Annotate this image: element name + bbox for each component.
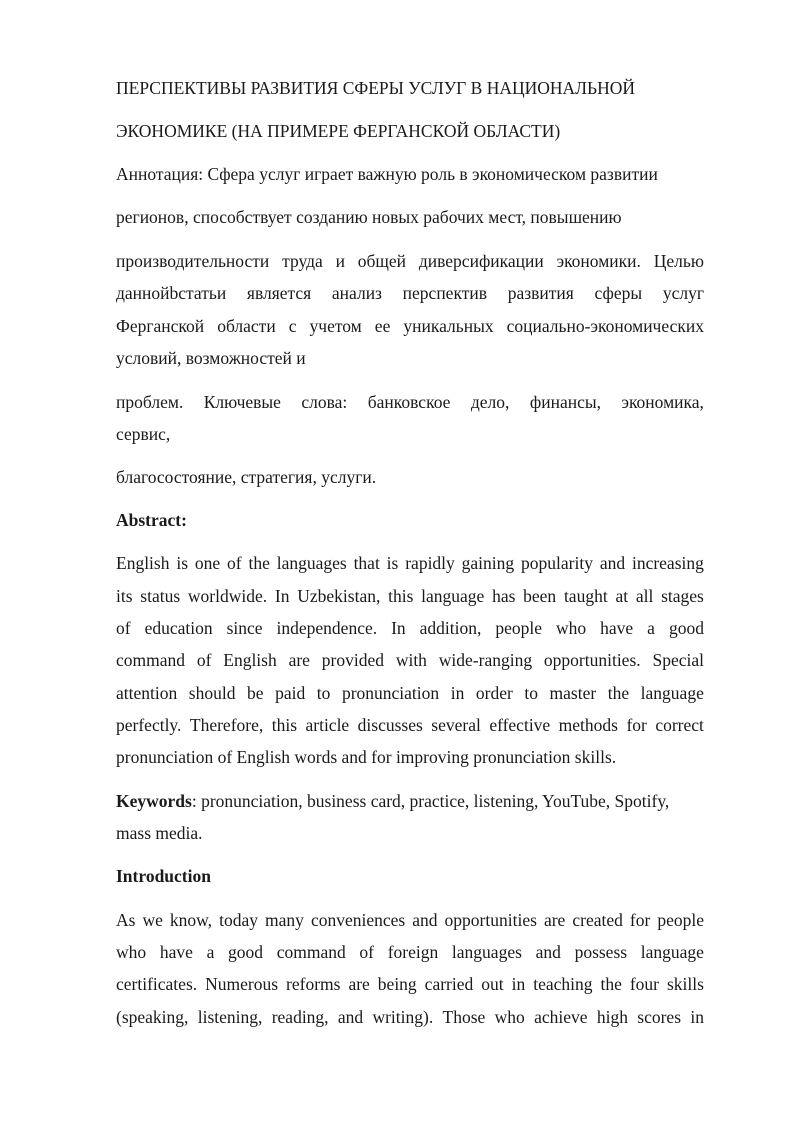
word: taught <box>563 586 608 606</box>
word: производительности <box>116 251 270 271</box>
word: слова: <box>301 392 348 412</box>
introduction-heading: Introduction <box>116 866 211 886</box>
word: области <box>217 316 276 336</box>
word: a <box>647 618 655 638</box>
word: Ключевые <box>203 392 281 412</box>
abstract-line-3 <box>116 620 704 638</box>
word: know, <box>169 910 213 930</box>
word: проблем. <box>116 392 184 412</box>
word: created <box>572 910 623 930</box>
word: have <box>600 618 634 638</box>
word: for <box>629 910 651 930</box>
word: who <box>494 1007 525 1027</box>
word: be <box>247 683 264 703</box>
word: финансы, <box>529 392 601 412</box>
word: are <box>543 910 566 930</box>
word: popularity <box>521 553 593 573</box>
word: opportunities. <box>543 650 641 670</box>
word: carried <box>424 974 474 994</box>
word: languages <box>451 942 522 962</box>
word: status <box>140 586 181 606</box>
word: the <box>600 974 622 994</box>
word: today <box>219 910 258 930</box>
word: language <box>640 942 704 962</box>
word: who <box>116 942 147 962</box>
word: teaching <box>533 974 593 994</box>
introduction-line-2 <box>116 944 704 962</box>
word: command <box>276 942 346 962</box>
word: language <box>640 683 704 703</box>
word: общей <box>357 251 407 271</box>
word: wide-ranging <box>438 650 533 670</box>
word: its <box>116 586 133 606</box>
word: pronunciation <box>341 683 440 703</box>
annotation-line-5 <box>116 318 704 336</box>
word: reforms <box>286 974 341 994</box>
word: correct <box>655 715 704 735</box>
word: opportunities <box>444 910 537 930</box>
word: worldwide. <box>187 586 268 606</box>
word: has <box>492 586 516 606</box>
word: provided <box>321 650 384 670</box>
word: перспектив <box>402 283 488 303</box>
annotation-line-2: регионов, способствует созданию новых рабочих мест, повышению <box>116 207 622 227</box>
introduction-line-3 <box>116 976 704 994</box>
word: дело, <box>470 392 510 412</box>
word: conveniences <box>310 910 406 930</box>
word: с <box>288 316 297 336</box>
word: of <box>116 618 131 638</box>
word: languages <box>276 553 347 573</box>
word: банковское <box>367 392 451 412</box>
word: Целью <box>653 251 704 271</box>
word: for <box>626 715 647 735</box>
annotation-line-6: условий, возможностей и <box>116 348 306 368</box>
annotation-line-9: благосостояние, стратегия, услуги. <box>116 467 377 487</box>
abstract-line-6 <box>116 717 704 735</box>
word: certificates. <box>116 974 198 994</box>
word: Those <box>442 1007 486 1027</box>
annotation-line-1: Аннотация: Сфера услуг играет важную роль в экономическом развитии <box>116 164 658 184</box>
keywords-list: : pronunciation, business card, practice, listening, YouTube, Spotify, <box>191 791 670 811</box>
word: who <box>556 618 587 638</box>
word: four <box>629 974 659 994</box>
word: English <box>223 650 277 670</box>
word: scores <box>637 1007 682 1027</box>
word: is <box>386 553 399 573</box>
word: диверсификации <box>418 251 544 271</box>
word: many <box>265 910 304 930</box>
annotation-line-3 <box>116 253 704 271</box>
word: high <box>596 1007 628 1027</box>
word: with <box>395 650 427 670</box>
word: экономика, <box>621 392 704 412</box>
word: Therefore, <box>189 715 264 735</box>
word: уникальных <box>403 316 494 336</box>
word: one <box>194 553 221 573</box>
word: труда <box>282 251 323 271</box>
word: article <box>305 715 350 735</box>
word: master <box>549 683 597 703</box>
abstract-heading: Abstract: <box>116 510 187 530</box>
abstract-line-1 <box>116 555 704 573</box>
word: several <box>431 715 481 735</box>
word: сферы <box>594 283 643 303</box>
word: gaining <box>461 553 515 573</box>
word: and <box>337 1007 364 1027</box>
word: people <box>495 618 543 638</box>
word: that <box>353 553 380 573</box>
abstract-line-7: pronunciation of English words and for improving pronunciation skills. <box>116 747 617 767</box>
word: of <box>359 942 374 962</box>
word: this <box>388 586 414 606</box>
word: даннойbстатьи <box>116 283 227 303</box>
word: to <box>316 683 331 703</box>
word: to <box>524 683 538 703</box>
word: order <box>475 683 513 703</box>
word: have <box>159 942 193 962</box>
word: Special <box>652 650 704 670</box>
word: this <box>271 715 298 735</box>
word: in <box>511 974 526 994</box>
word: perfectly. <box>116 715 182 735</box>
word: Uzbekistan, <box>297 586 381 606</box>
introduction-line-4 <box>116 1009 704 1027</box>
word: reading, <box>271 1007 329 1027</box>
introduction-line-1 <box>116 912 704 930</box>
word: and <box>599 553 626 573</box>
word: услуг <box>662 283 704 303</box>
keywords-line-1 <box>116 793 669 811</box>
word: command <box>116 650 186 670</box>
word: of <box>196 650 212 670</box>
word: In <box>274 586 290 606</box>
word: people <box>657 910 704 930</box>
word: In <box>391 618 406 638</box>
word: in <box>690 1007 704 1027</box>
word: Numerous <box>205 974 279 994</box>
abstract-line-5 <box>116 685 704 703</box>
word: of <box>227 553 242 573</box>
word: writing). <box>372 1007 434 1027</box>
word: и <box>335 251 345 271</box>
word: in <box>450 683 465 703</box>
word: ее <box>374 316 391 336</box>
word: экономики. <box>556 251 641 271</box>
annotation-line-7 <box>116 394 704 412</box>
word: English <box>116 553 170 573</box>
word: increasing <box>631 553 704 573</box>
word: we <box>142 910 163 930</box>
word: and <box>535 942 561 962</box>
word: paid <box>275 683 306 703</box>
word: a <box>206 942 215 962</box>
title-line-1: ПЕРСПЕКТИВЫ РАЗВИТИЯ СФЕРЫ УСЛУГ В НАЦИОНАЛЬНОЙ <box>116 78 636 98</box>
word: listening, <box>197 1007 263 1027</box>
word: анализ <box>331 283 382 303</box>
word: skills <box>666 974 704 994</box>
word: being <box>377 974 417 994</box>
word: (speaking, <box>116 1007 189 1027</box>
word: since <box>226 618 263 638</box>
word: all <box>635 586 654 606</box>
abstract-line-4 <box>116 652 704 670</box>
word: As <box>116 910 136 930</box>
word: been <box>523 586 557 606</box>
keywords-label: Keywords <box>116 791 192 811</box>
annotation-line-8: сервис, <box>116 424 171 444</box>
word: is <box>176 553 189 573</box>
word: stages <box>661 586 704 606</box>
title-line-2: ЭКОНОМИКЕ (НА ПРИМЕРЕ ФЕРГАНСКОЙ ОБЛАСТИ) <box>116 121 561 141</box>
word: развития <box>507 283 574 303</box>
word: rapidly <box>405 553 455 573</box>
word: the <box>607 683 630 703</box>
word: methods <box>558 715 618 735</box>
word: the <box>248 553 270 573</box>
word: Ферганской <box>116 316 205 336</box>
abstract-line-2 <box>116 588 704 606</box>
word: and <box>412 910 438 930</box>
word: attention <box>116 683 178 703</box>
word: language <box>421 586 485 606</box>
word: education <box>144 618 213 638</box>
word: are <box>288 650 310 670</box>
word: possess <box>574 942 628 962</box>
word: good <box>668 618 704 638</box>
keywords-line-2: mass media. <box>116 823 203 843</box>
word: является <box>246 283 312 303</box>
word: achieve <box>534 1007 588 1027</box>
annotation-line-4 <box>116 285 704 303</box>
word: should <box>188 683 236 703</box>
word: addition, <box>419 618 482 638</box>
word: effective <box>489 715 551 735</box>
word: at <box>615 586 629 606</box>
word: are <box>348 974 370 994</box>
word: good <box>228 942 264 962</box>
word: foreign <box>387 942 439 962</box>
word: independence. <box>276 618 378 638</box>
word: out <box>481 974 504 994</box>
word: социально-экономических <box>506 316 704 336</box>
word: учетом <box>309 316 362 336</box>
word: discusses <box>357 715 423 735</box>
